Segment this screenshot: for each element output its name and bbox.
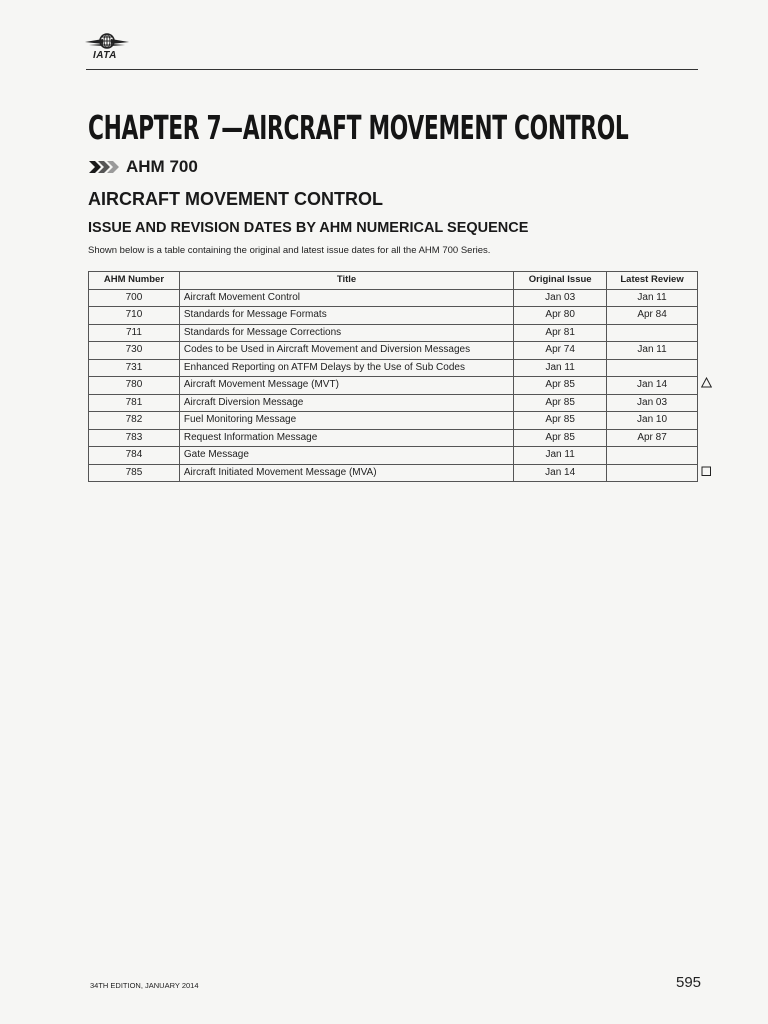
cell-number: 711 — [89, 324, 180, 342]
cell-original: Jan 11 — [514, 447, 607, 465]
table-row — [89, 447, 698, 465]
logo-text: IATA — [93, 50, 117, 61]
cell-latest — [607, 324, 698, 342]
double-chevron-icon — [88, 159, 122, 175]
cell-title: Standards for Message Formats — [179, 307, 513, 325]
intro-text: Shown below is a table containing the original and latest issue dates for all the AHM 700 Series. — [88, 245, 491, 256]
cell-number: 782 — [89, 412, 180, 430]
page-number: 595 — [676, 974, 702, 991]
cell-original: Apr 85 — [514, 412, 607, 430]
table-row — [89, 464, 698, 482]
table-row — [89, 307, 698, 325]
revision-triangle-icon — [701, 377, 712, 388]
cell-latest: Jan 11 — [607, 342, 698, 360]
cell-title: Request Information Message — [179, 429, 513, 447]
cell-title: Enhanced Reporting on ATFM Delays by the Use of Sub Codes — [179, 359, 513, 377]
cell-original: Apr 81 — [514, 324, 607, 342]
cell-number: 784 — [89, 447, 180, 465]
cell-title: Aircraft Diversion Message — [179, 394, 513, 412]
table-row — [89, 359, 698, 377]
cell-latest: Apr 87 — [607, 429, 698, 447]
cell-number: 731 — [89, 359, 180, 377]
cell-title: Aircraft Initiated Movement Message (MVA) — [179, 464, 513, 482]
revision-table — [88, 271, 698, 482]
section-title: AIRCRAFT MOVEMENT CONTROL — [88, 189, 383, 209]
cell-latest: Jan 03 — [607, 394, 698, 412]
table-row — [89, 394, 698, 412]
cell-original: Apr 80 — [514, 307, 607, 325]
header-title: Title — [179, 272, 513, 290]
cell-number: 700 — [89, 289, 180, 307]
cell-title: Codes to be Used in Aircraft Movement and Diversion Messages — [179, 342, 513, 360]
cell-original: Jan 14 — [514, 464, 607, 482]
cell-number: 730 — [89, 342, 180, 360]
cell-title: Aircraft Movement Control — [179, 289, 513, 307]
cell-number: 780 — [89, 377, 180, 395]
cell-original: Apr 74 — [514, 342, 607, 360]
table-row — [89, 289, 698, 307]
cell-title: Gate Message — [179, 447, 513, 465]
ahm-code: AHM 700 — [126, 157, 198, 176]
table-row — [89, 377, 698, 395]
table-row — [89, 412, 698, 430]
cell-number: 781 — [89, 394, 180, 412]
table-row — [89, 429, 698, 447]
cell-original: Jan 03 — [514, 289, 607, 307]
cell-original: Jan 11 — [514, 359, 607, 377]
cell-original: Apr 85 — [514, 429, 607, 447]
cell-title: Fuel Monitoring Message — [179, 412, 513, 430]
subsection-title: ISSUE AND REVISION DATES BY AHM NUMERICAL SEQUENCE — [88, 220, 529, 236]
cell-latest: Apr 84 — [607, 307, 698, 325]
ahm-heading — [88, 156, 198, 178]
header-rule — [86, 69, 698, 70]
chapter-title: CHAPTER 7—AIRCRAFT MOVEMENT CONTROL — [88, 108, 629, 147]
cell-number: 785 — [89, 464, 180, 482]
cell-latest: Jan 14 — [607, 377, 698, 395]
header-ahm-number: AHM Number — [89, 272, 180, 290]
cell-number: 783 — [89, 429, 180, 447]
table-header-row — [89, 272, 698, 290]
cell-title: Aircraft Movement Message (MVT) — [179, 377, 513, 395]
cell-latest: Jan 10 — [607, 412, 698, 430]
new-entry-square-icon — [701, 466, 712, 477]
header-latest-review: Latest Review — [607, 272, 698, 290]
cell-latest — [607, 447, 698, 465]
cell-original: Apr 85 — [514, 394, 607, 412]
table-row — [89, 324, 698, 342]
header-original-issue: Original Issue — [514, 272, 607, 290]
cell-latest: Jan 11 — [607, 289, 698, 307]
cell-latest — [607, 359, 698, 377]
footer-edition: 34TH EDITION, JANUARY 2014 — [90, 981, 199, 990]
cell-original: Apr 85 — [514, 377, 607, 395]
cell-latest — [607, 464, 698, 482]
table-row — [89, 342, 698, 360]
cell-number: 710 — [89, 307, 180, 325]
cell-title: Standards for Message Corrections — [179, 324, 513, 342]
